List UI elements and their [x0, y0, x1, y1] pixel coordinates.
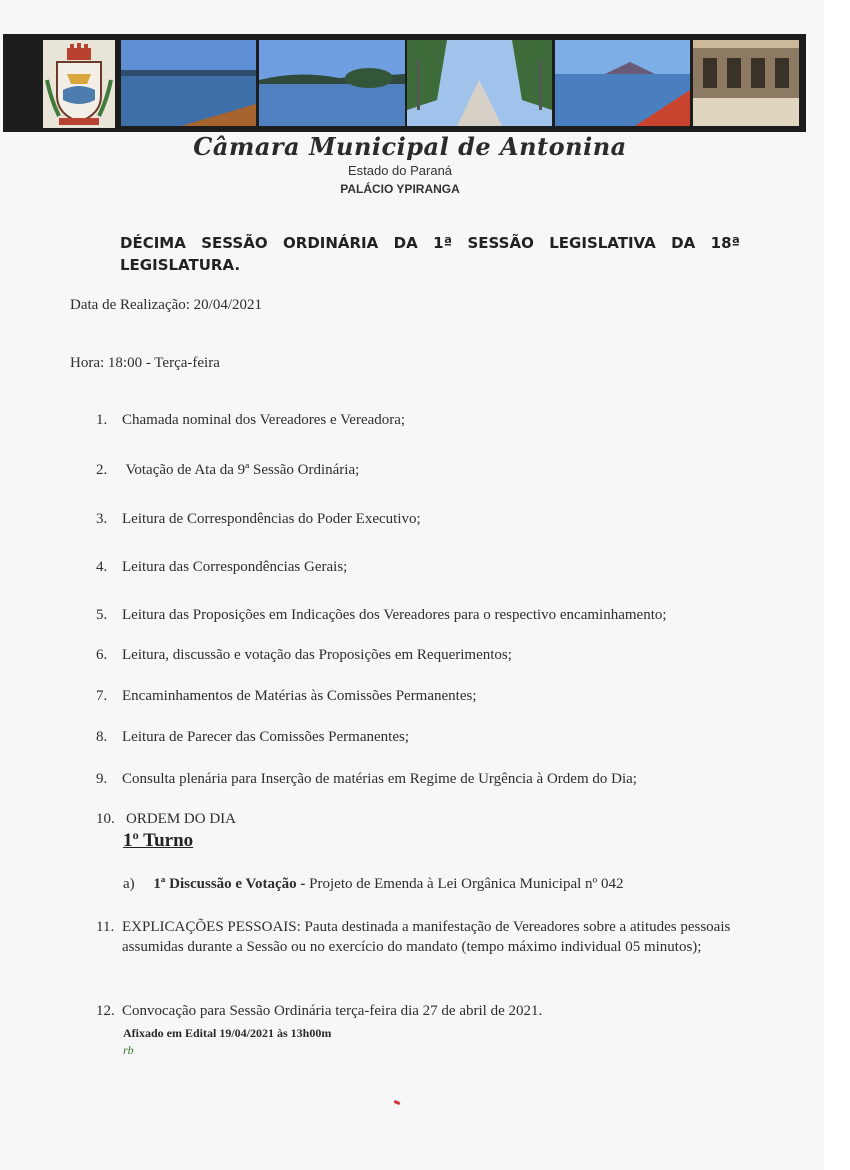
- item-text: Votação de Ata da 9ª Sessão Ordinária;: [122, 462, 360, 478]
- item-number: 11.: [96, 919, 115, 935]
- institution-state: Estado do Paraná: [347, 163, 453, 178]
- institution-palace: PALÁCIO YPIRANGA: [340, 182, 460, 196]
- item-number: 5.: [96, 607, 108, 623]
- item-number: 6.: [96, 647, 108, 663]
- session-title: DÉCIMA SESSÃO ORDINÁRIA DA 1ª SESSÃO LEGISLATIVA DA 18ª LEGISLATURA.: [120, 234, 740, 274]
- municipal-crest-icon: [43, 40, 115, 128]
- item-text: EXPLICAÇÕES PESSOAIS: Pauta destinada a manifestação de Vereadores sobre a atitudes pessoais assumidas durante a Sessão ou no exercício do mandato (tempo máximo individual 05 minutos);: [122, 919, 731, 955]
- institution-name: Câmara Municipal de Antonina: [193, 132, 627, 161]
- item-text: ORDEM DO DIA: [126, 811, 236, 827]
- item-text: Chamada nominal dos Vereadores e Vereadora;: [122, 412, 406, 428]
- colonial-building-photo: [693, 40, 799, 126]
- item-number: 10.: [96, 811, 115, 827]
- bay-photo-2: [259, 40, 405, 126]
- item-number: 7.: [96, 688, 108, 704]
- time-line: Hora: 18:00 - Terça-feira: [70, 355, 220, 371]
- item-text: Leitura de Correspondências do Poder Executivo;: [122, 511, 421, 527]
- item-number: 9.: [96, 771, 108, 787]
- item-text: Convocação para Sessão Ordinária terça-feira dia 27 de abril de 2021.: [122, 1003, 543, 1019]
- sub-item-text: Projeto de Emenda à Lei Orgânica Municipal nº 042: [305, 876, 624, 892]
- pier-photo: [407, 40, 552, 126]
- order-sub-item: [123, 876, 623, 893]
- stray-mark: [394, 1100, 401, 1105]
- turno-heading: 1º Turno: [123, 830, 194, 851]
- author-initials: rb: [123, 1043, 134, 1057]
- item-text: Consulta plenária para Inserção de matérias em Regime de Urgência à Ordem do Dia;: [122, 771, 637, 787]
- scan-edge: [824, 0, 850, 1170]
- sub-item-letter: a): [123, 876, 135, 892]
- item-number: 12.: [96, 1003, 115, 1019]
- item-text: Encaminhamentos de Matérias às Comissões Permanentes;: [122, 688, 477, 704]
- item-number: 8.: [96, 729, 108, 745]
- item-number: 3.: [96, 511, 108, 527]
- item-number: 4.: [96, 559, 108, 575]
- item-number: 2.: [96, 462, 108, 478]
- bay-photo-1: [121, 40, 256, 126]
- header-banner: [3, 34, 806, 132]
- item-number: 1.: [96, 412, 108, 428]
- posted-notice: Afixado em Edital 19/04/2021 às 13h00m: [123, 1026, 332, 1040]
- item-text: Leitura de Parecer das Comissões Permanentes;: [122, 729, 409, 745]
- item-text: Leitura, discussão e votação das Proposições em Requerimentos;: [122, 647, 512, 663]
- sub-item-bold: 1ª Discussão e Votação -: [153, 876, 306, 892]
- item-text: Leitura das Proposições em Indicações dos Vereadores para o respectivo encaminhamento;: [122, 607, 667, 623]
- sunset-bay-photo: [555, 40, 690, 126]
- item-text: Leitura das Correspondências Gerais;: [122, 559, 348, 575]
- date-line: Data de Realização: 20/04/2021: [70, 297, 263, 313]
